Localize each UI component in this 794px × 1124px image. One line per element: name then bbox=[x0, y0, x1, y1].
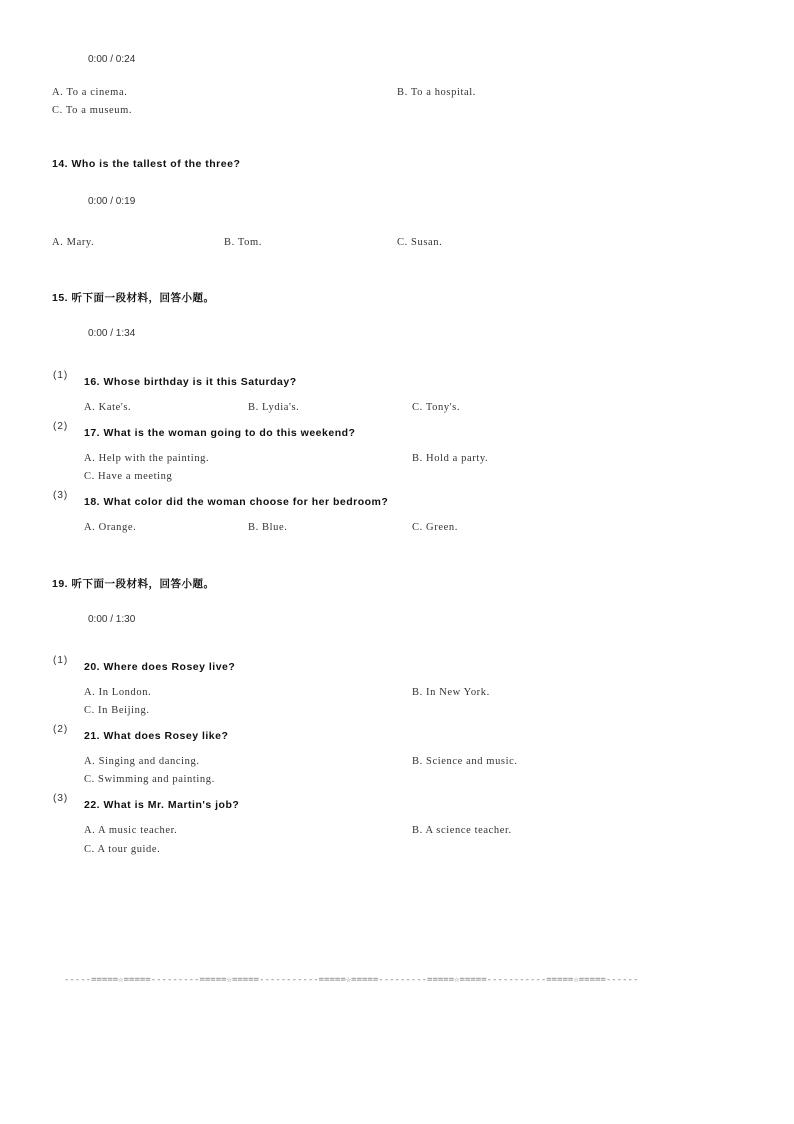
option-c: C. Susan. bbox=[397, 237, 443, 248]
option-b: B. Blue. bbox=[248, 522, 288, 533]
option-c: C. Swimming and painting. bbox=[84, 774, 215, 785]
option-c: C. Have a meeting bbox=[84, 471, 173, 482]
option-a: A. Mary. bbox=[52, 237, 95, 248]
option-a: A. A music teacher. bbox=[84, 825, 178, 836]
sub-number: (1) bbox=[53, 370, 69, 381]
option-b: B. Lydia's. bbox=[248, 402, 300, 413]
sub-number: (1) bbox=[53, 655, 69, 666]
option-b: B. In New York. bbox=[412, 687, 490, 698]
option-c: C. Tony's. bbox=[412, 402, 461, 413]
option-a: A. Singing and dancing. bbox=[84, 756, 200, 767]
option-b: B. A science teacher. bbox=[412, 825, 512, 836]
option-a: A. Help with the painting. bbox=[84, 453, 210, 464]
option-c: C. In Beijing. bbox=[84, 705, 150, 716]
question-18: 18. What color did the woman choose for her bedroom? bbox=[84, 496, 389, 508]
option-a: A. In London. bbox=[84, 687, 152, 698]
audio-player-q19[interactable]: 0:00 / 1:30 bbox=[88, 614, 136, 625]
option-c: C. Green. bbox=[412, 522, 458, 533]
audio-player-q15[interactable]: 0:00 / 1:34 bbox=[88, 328, 136, 339]
section-heading-15: 15. 听下面一段材料，回答小题。 bbox=[52, 292, 215, 304]
option-c: C. To a museum. bbox=[52, 105, 133, 116]
option-a: A. Kate's. bbox=[84, 402, 132, 413]
question-21: 21. What does Rosey like? bbox=[84, 730, 229, 742]
option-b: B. Science and music. bbox=[412, 756, 518, 767]
option-a: A. To a cinema. bbox=[52, 87, 128, 98]
sub-number: (3) bbox=[53, 490, 69, 501]
audio-player-q14[interactable]: 0:00 / 0:19 bbox=[88, 196, 136, 207]
question-16: 16. Whose birthday is it this Saturday? bbox=[84, 376, 297, 388]
option-b: B. Hold a party. bbox=[412, 453, 489, 464]
question-20: 20. Where does Rosey live? bbox=[84, 661, 236, 673]
option-c: C. A tour guide. bbox=[84, 844, 161, 855]
sub-number: (2) bbox=[53, 421, 69, 432]
option-b: B. To a hospital. bbox=[397, 87, 476, 98]
section-heading-19: 19. 听下面一段材料，回答小题。 bbox=[52, 578, 215, 590]
sub-number: (2) bbox=[53, 724, 69, 735]
question-17: 17. What is the woman going to do this weekend? bbox=[84, 427, 356, 439]
option-b: B. Tom. bbox=[224, 237, 262, 248]
footer-divider: -----=====☆=====---------=====☆=====-----------=====☆=====---------=====☆=====-----------=====☆=====------ bbox=[64, 975, 639, 985]
audio-player-q13[interactable]: 0:00 / 0:24 bbox=[88, 54, 136, 65]
question-14: 14. Who is the tallest of the three? bbox=[52, 158, 241, 170]
question-22: 22. What is Mr. Martin's job? bbox=[84, 799, 240, 811]
sub-number: (3) bbox=[53, 793, 69, 804]
option-a: A. Orange. bbox=[84, 522, 137, 533]
